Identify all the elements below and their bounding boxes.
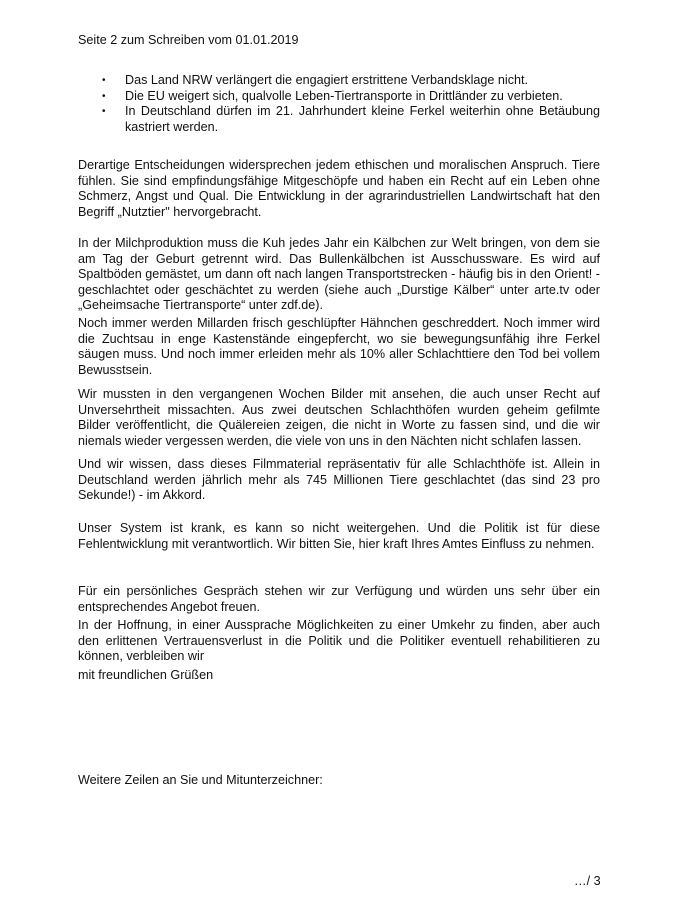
paragraph-dairy: In der Milchproduktion muss die Kuh jedes Jahr ein Kälbchen zur Welt bringen, von dem sie am Tag der Geburt getrennt wird. Das Bullenkälbchen ist Ausschussware. Es wird auf Spaltböden gemästet, um dann oft nach langen Transportstrecken - häufig bis in den Orient! - geschlachtet oder geschächtet zu werden (siehe auch „Durstige Kälber“ unter arte.tv oder „Geheimsache Tiertransporte“ unter zdf.de). bbox=[78, 236, 600, 313]
closing-salutation: mit freundlichen Grüßen bbox=[78, 668, 214, 682]
bullet-icon: • bbox=[102, 75, 106, 86]
bullet-icon: • bbox=[102, 106, 106, 118]
paragraph-chicks-sows: Noch immer werden Millarden frisch geschlüpfter Hähnchen geschreddert. Noch immer wird die Zuchtsau in enge Kastenstände eingepfercht, wo sie bewegungsunfähig ihre Ferkel säugen muss. Und noch immer erleiden mehr als 10% aller Schlachttiere den Tod bei vollem Bewusstsein. bbox=[78, 316, 600, 377]
bullet-icon: • bbox=[102, 90, 106, 102]
paragraph-hope: In der Hoffnung, in einer Aussprache Möglichkeiten zu einer Umkehr zu finden, aber auch den erlittenen Vertrauensverlust in die Politik und die Politiker eventuell rehabilitieren zu können, verbleiben wir bbox=[78, 618, 600, 664]
bullet-item bbox=[102, 89, 600, 105]
page-header: Seite 2 zum Schreiben vom 01.01.2019 bbox=[78, 33, 299, 47]
paragraph-statistics: Und wir wissen, dass dieses Filmmaterial repräsentativ für alle Schlachthöfe ist. Allein in Deutschland werden jährlich mehr als 745 Millionen Tiere geschlachtet (das sind 23 pro Sekunde!) - im Akkord. bbox=[78, 457, 600, 503]
paragraph-ethics: Derartige Entscheidungen widersprechen jedem ethischen und moralischen Anspruch. Tiere fühlen. Sie sind empfindungsfähige Mitgeschöpfe und haben ein Recht auf ein Leben ohne Schmerz, Angst und Qual. Die Entwicklung in der agrarindustriellen Landwirtschaft hat den Begriff „Nutztier" hervorgebracht. bbox=[78, 158, 600, 219]
paragraph-footage: Wir mussten in den vergangenen Wochen Bilder mit ansehen, die auch unser Recht auf Unversehrtheit missachten. Aus zwei deutschen Schlachthöfen wurden geheim gefilmte Bilder veröffentlicht, die Quälereien zeigen, die nicht in Worte zu fassen sind, und die wir niemals wieder vergessen werden, die viele von uns in den Nächten nicht schlafen lassen. bbox=[78, 387, 600, 448]
bullet-text: Die EU weigert sich, qualvolle Leben-Tiertransporte in Drittländer zu verbieten. bbox=[125, 88, 563, 103]
bullet-item bbox=[102, 104, 600, 135]
bullet-text: In Deutschland dürfen im 21. Jahrhundert kleine Ferkel weiterhin ohne Betäubung kastriert werden. bbox=[125, 104, 600, 134]
page-continuation: …/ 3 bbox=[574, 874, 601, 888]
paragraph-system: Unser System ist krank, es kann so nicht weitergehen. Und die Politik ist für diese Fehlentwicklung mit verantwortlich. Wir bitten Sie, hier kraft Ihres Amtes Einfluss zu nehmen. bbox=[78, 521, 600, 551]
paragraph-meeting-offer: Für ein persönliches Gespräch stehen wir zur Verfügung und würden uns sehr über ein entsprechendes Angebot freuen. bbox=[78, 584, 600, 614]
bullet-item bbox=[102, 73, 600, 89]
further-lines-label: Weitere Zeilen an Sie und Mitunterzeichner: bbox=[78, 773, 323, 787]
bullet-list bbox=[102, 73, 600, 135]
bullet-text: Das Land NRW verlängert die engagiert erstrittene Verbandsklage nicht. bbox=[125, 73, 528, 87]
